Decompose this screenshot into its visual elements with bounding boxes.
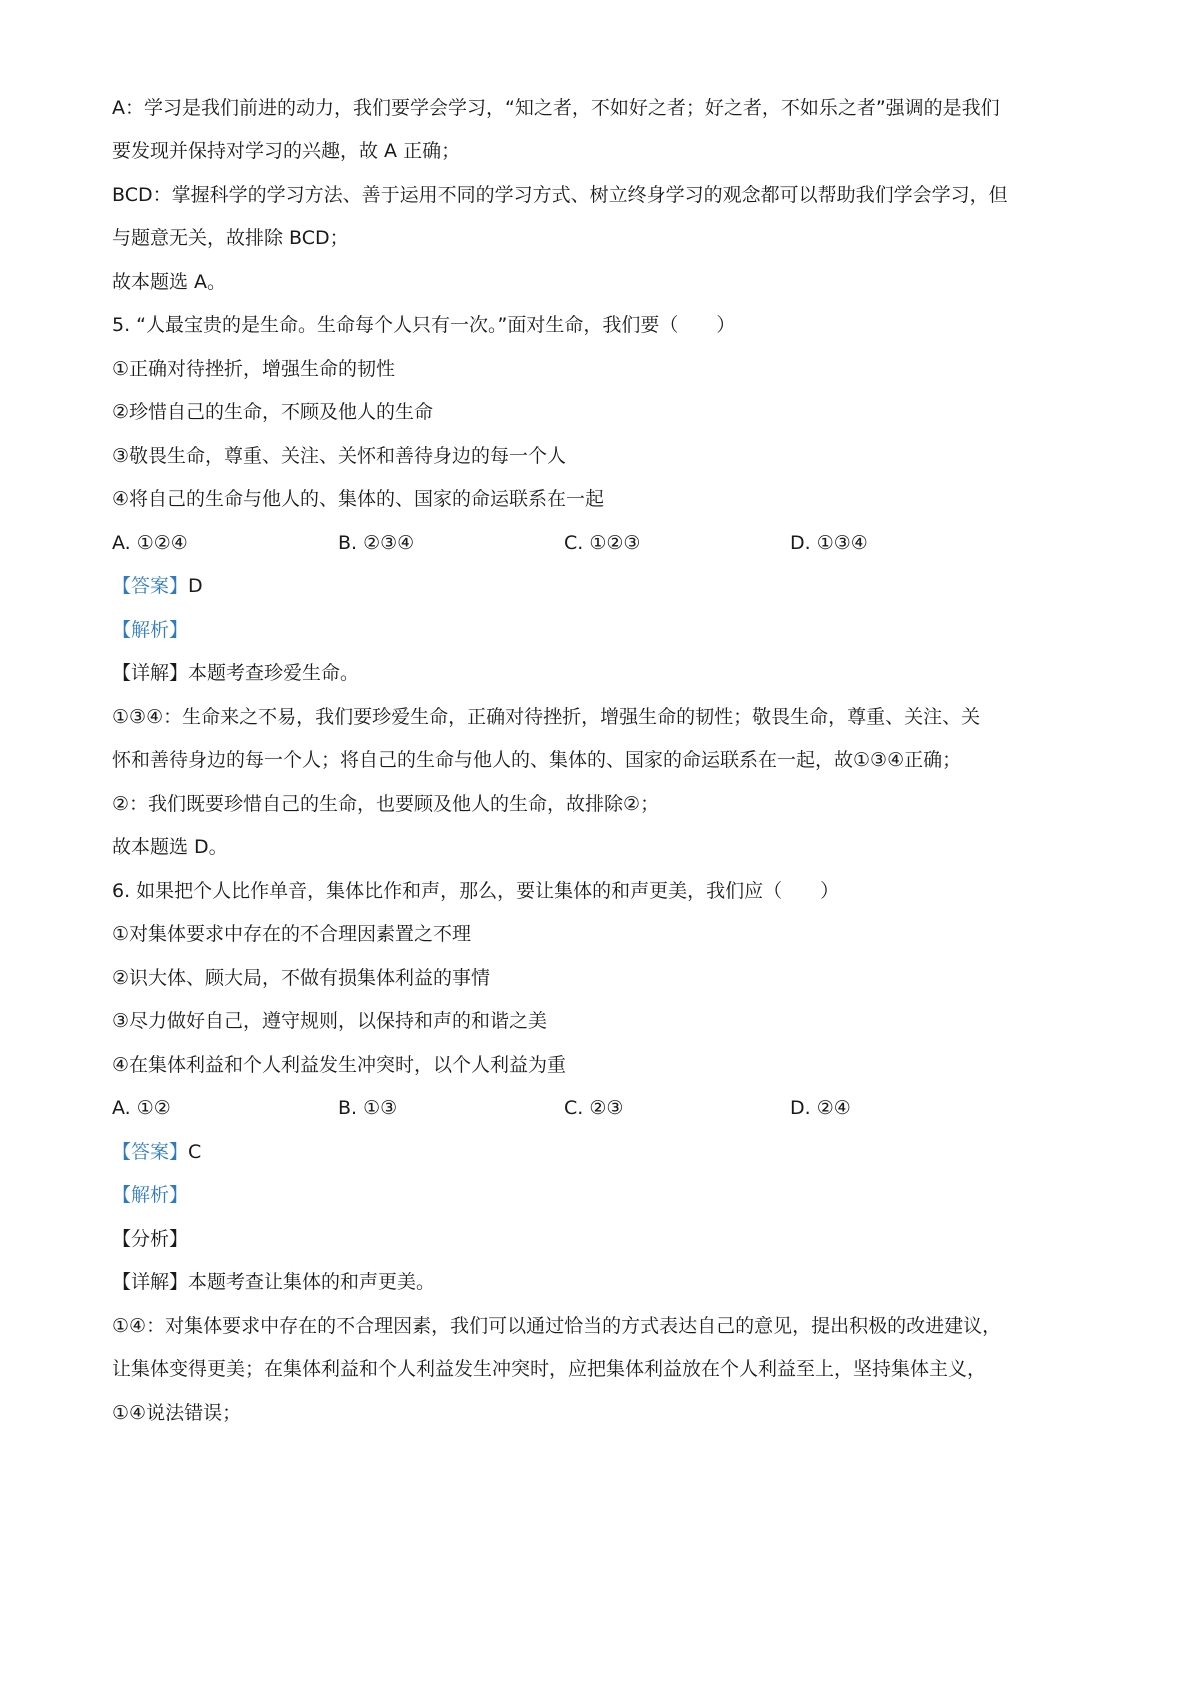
q5-explanation-line-1: ①③④：生命来之不易，我们要珍爱生命，正确对待挫折，增强生命的韧性；敬畏生命，尊重、关注、关 xyxy=(112,706,981,728)
prev-explanation-line-2: 要发现并保持对学习的兴趣，故 A 正确； xyxy=(112,140,461,162)
q5-answer-label: 【答案】 xyxy=(112,575,189,597)
q6-stem: 6. 如果把个人比作单音，集体比作和声，那么，要让集体的和声更美，我们应（ ） xyxy=(112,880,840,902)
q6-explanation-line-2: 让集体变得更美；在集体利益和个人利益发生冲突时，应把集体利益放在个人利益至上，坚持集体主义， xyxy=(112,1358,987,1380)
q5-option-a: A. ①②④ xyxy=(112,532,188,554)
prev-explanation-line-1: A：学习是我们前进的动力，我们要学会学习，“知之者，不如好之者；好之者，不如乐之者”强调的是我们 xyxy=(112,97,1000,119)
q6-explanation-line-3: ①④说法错误； xyxy=(112,1402,242,1424)
q6-analysis-label: 【解析】 xyxy=(112,1184,189,1206)
q6-item-2: ②识大体、顾大局，不做有损集体利益的事情 xyxy=(112,967,491,989)
q5-item-1: ①正确对待挫折，增强生命的韧性 xyxy=(112,358,396,380)
q5-item-2: ②珍惜自己的生命，不顾及他人的生命 xyxy=(112,401,434,423)
q6-answer xyxy=(112,1140,201,1164)
q5-item-3: ③敬畏生命，尊重、关注、关怀和善待身边的每一个人 xyxy=(112,445,567,467)
prev-explanation-line-4: 与题意无关，故排除 BCD； xyxy=(112,227,349,249)
q5-explanation-line-2: 怀和善待身边的每一个人；将自己的生命与他人的、集体的、国家的命运联系在一起，故①③④正确； xyxy=(112,749,962,771)
q5-option-c: C. ①②③ xyxy=(564,532,641,554)
q5-stem: 5. “人最宝贵的是生命。生命每个人只有一次。”面对生命，我们要（ ） xyxy=(112,314,736,336)
prev-explanation-line-3: BCD：掌握科学的学习方法、善于运用不同的学习方式、树立终身学习的观念都可以帮助我们学会学习，但 xyxy=(112,184,1008,206)
q6-option-d: D. ②④ xyxy=(790,1097,851,1119)
q5-conclusion: 故本题选 D。 xyxy=(112,836,228,858)
q6-option-c: C. ②③ xyxy=(564,1097,624,1119)
q6-explanation-line-1: ①④：对集体要求中存在的不合理因素，我们可以通过恰当的方式表达自己的意见，提出积极的改进建议， xyxy=(112,1315,1002,1337)
q6-detail: 【详解】本题考查让集体的和声更美。 xyxy=(112,1271,436,1293)
q6-analysis-heading: 【分析】 xyxy=(112,1228,189,1250)
q6-item-4: ④在集体利益和个人利益发生冲突时，以个人利益为重 xyxy=(112,1054,567,1076)
q5-explanation-line-3: ②：我们既要珍惜自己的生命，也要顾及他人的生命，故排除②； xyxy=(112,793,660,815)
q6-answer-value: C xyxy=(188,1141,202,1163)
q5-option-b: B. ②③④ xyxy=(338,532,415,554)
q5-analysis-label: 【解析】 xyxy=(112,619,189,641)
q6-option-a: A. ①② xyxy=(112,1097,171,1119)
q6-option-b: B. ①③ xyxy=(338,1097,398,1119)
prev-conclusion: 故本题选 A。 xyxy=(112,271,227,293)
q5-option-d: D. ①③④ xyxy=(790,532,868,554)
q6-item-1: ①对集体要求中存在的不合理因素置之不理 xyxy=(112,923,472,945)
q5-answer-value: D xyxy=(188,575,203,597)
q5-answer xyxy=(112,574,203,598)
q5-item-4: ④将自己的生命与他人的、集体的、国家的命运联系在一起 xyxy=(112,488,605,510)
q5-detail: 【详解】本题考查珍爱生命。 xyxy=(112,662,360,684)
q6-answer-label: 【答案】 xyxy=(112,1141,189,1163)
q6-item-3: ③尽力做好自己，遵守规则，以保持和声的和谐之美 xyxy=(112,1010,548,1032)
